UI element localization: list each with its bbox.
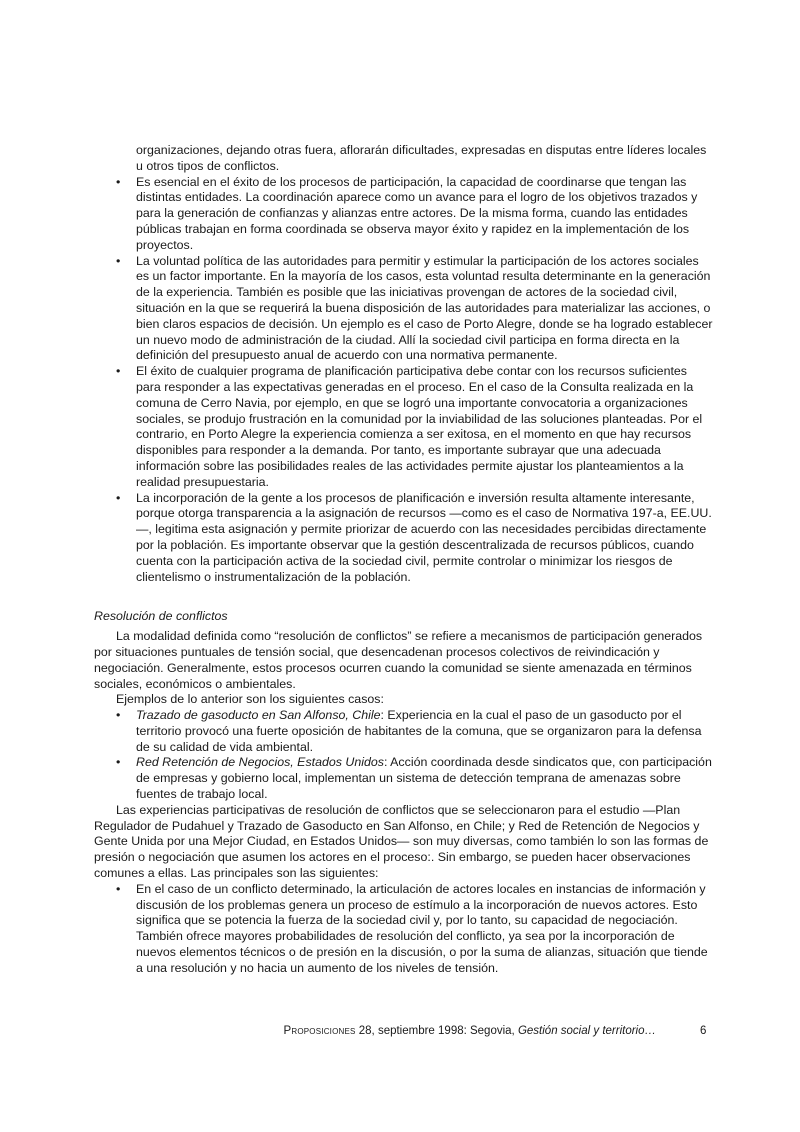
list-item [94,254,714,365]
bullet-icon: • [116,364,121,379]
list-item [94,364,714,490]
bullet-icon: • [116,253,121,268]
list-item [94,491,714,586]
list-item [94,708,714,755]
bullet-continuation: organizaciones, dejando otras fuera, aflorarán dificultades, expresadas en disputas entre líderes locales u otros tipos de conflictos. [136,143,707,173]
list-item [94,755,714,802]
article-title: Gestión social y territorio… [517,1025,656,1037]
bullet-icon: • [116,490,121,505]
page-number: 6 [700,1025,707,1037]
bullet-list-observations [94,882,714,977]
bullet-icon: • [116,755,121,770]
bullet-icon: • [116,174,121,189]
case-title: Trazado de gasoducto en San Alfonso, Chile [136,708,381,723]
paragraph: La modalidad definida como “resolución de conflictos” se refiere a mecanismos de participación generados por situaciones puntuales de tensión social, que desencadenan procesos colectivos de reivindicación y negociación. Generalmente, estos procesos ocurren cuando la comunidad se siente amenazada en términos sociales, económicos o ambientales. [94,629,703,691]
footer-citation [284,1025,657,1037]
journal-name: Proposiciones [283,1025,356,1037]
paragraph: Las experiencias participativas de resolución de conflictos que se seleccionaron para el estudio —Plan Regulador de Pudahuel y Trazado de Gasoducto en San Alfonso, en Chile; y Red de Retención de Negocios y Gente Unida por una Mejor Ciudad, en Estados Unidos— son muy diversas, como también lo son las formas de presión o negociación que asumen los actores en el proceso:. Sin embargo, se pueden hacer observaciones comunes a ellas. Las principales son las siguientes: [94,802,709,881]
bullet-icon: • [116,881,121,896]
bullet-list-cases [94,708,714,803]
list-item-text: En el caso de un conflicto determinado, la articulación de actores locales en instancias de información y discusión de los problemas genera un proceso de estímulo a la incorporación de nuevos actores. Esto significa que se potencia la fuerza de la sociedad civil y, por lo tanto, su capacidad de negociación. También ofrece mayores probabilidades de resolución del conflicto, ya sea por la incorporación de nuevos elementos técnicos o de presión en la discusión, o por la suma de alianzas, situación que tiende a una resolución y no hacia un aumento de los niveles de tensión. [136,881,708,975]
list-item [94,175,714,254]
bullet-icon: • [116,708,121,723]
list-item-text: El éxito de cualquier programa de planificación participativa debe contar con los recursos suficientes para responder a las expectativas generadas en el proceso. En el caso de la Consulta realizada en la comuna de Cerro Navia, por ejemplo, en que se logró una importante convocatoria a organizaciones sociales, se produjo frustración en la comunidad por la inviabilidad de las soluciones planteadas. Por el contrario, en Porto Alegre la experiencia comienza a ser exitosa, en el momento en que hay recursos disponibles para responder a la demanda. Por tanto, es importante subrayar que una adecuada información sobre las posibilidades reales de las actividades permite ajustar los planteamientos a la realidad presupuestaria. [136,364,703,489]
list-item [94,882,714,977]
page-body [94,143,714,977]
case-text: : Experiencia en la cual el paso de un gasoducto por el territorio provocó una fuerte oposición de habitantes de la comuna, que se organizaron para la defensa de su calidad de vida ambiental. [136,708,702,754]
case-title: Red Retención de Negocios, Estados Unidos [136,755,384,770]
list-item-text: La voluntad política de las autoridades para permitir y estimular la participación de los actores sociales es un factor importante. En la mayoría de los casos, esta voluntad resulta determinante en la generación de la experiencia. También es posible que las iniciativas provengan de actores de la sociedad civil, situación en la que se requerirá la buena disposición de las autoridades para materializar las acciones, o bien claros espacios de decisión. Un ejemplo es el caso de Porto Alegre, donde se ha logrado establecer un nuevo modo de administración de la ciudad. Allí la sociedad civil participa en forma directa en la definición del presupuesto anual de acuerdo con una normativa permanente. [136,253,713,363]
list-item-text: La incorporación de la gente a los procesos de planificación e inversión resulta altamente interesante, porque otorga transparencia a la asignación de recursos —como es el caso de Normativa 197-a, EE.UU.—, legitima esta asignación y permite priorizar de acuerdo con las necesidades percibidas directamente por la población. Es importante observar que la gestión descentralizada de recursos públicos, cuando cuenta con la participación activa de la sociedad civil, permite controlar o minimizar los riesgos de clientelismo o instrumentalización de la población. [136,490,712,584]
section-heading: Resolución de conflictos [94,609,228,624]
paragraph: Ejemplos de lo anterior son los siguientes casos: [116,692,384,707]
list-item-text: Es esencial en el éxito de los procesos de participación, la capacidad de coordinarse que tengan las distintas entidades. La coordinación aparece como un avance para el logro de los objetivos trazados y para la generación de confianzas y alianzas entre actores. De la misma forma, cuando las entidades públicas trabajan en forma coordinada se observa mayor éxito y rapidez en la implementación de los proyectos. [136,174,698,252]
issue-info: 28, septiembre 1998: Segovia, [355,1025,518,1037]
bullet-list-factors [94,175,714,586]
case-text: : Acción coordinada desde sindicatos que, con participación de empresas y gobierno local, implementan un sistema de detección temprana de amenazas sobre fuentes de trabajo local. [136,755,712,802]
